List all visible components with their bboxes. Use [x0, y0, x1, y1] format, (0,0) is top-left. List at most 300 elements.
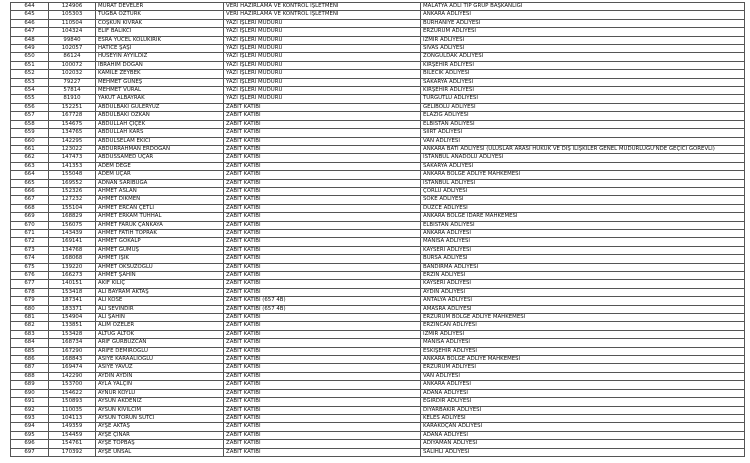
registry-number-cell: 140151: [49, 280, 96, 288]
assigned-unit-cell: ANKARA ADLİYESİ: [421, 11, 745, 19]
job-title-cell: ZABIT KATİBİ: [224, 372, 421, 380]
job-title-cell: ZABIT KATİBİ: [224, 187, 421, 195]
person-name-cell: AHMET FARUK ÇANKAYA: [96, 221, 224, 229]
row-number-cell: 678: [11, 288, 49, 296]
table-row: [11, 171, 745, 179]
person-name-cell: ADNAN SARIBUĞA: [96, 179, 224, 187]
person-name-cell: AHMET ASLAN: [96, 187, 224, 195]
table-row: [11, 255, 745, 263]
assigned-unit-cell: SÖKE ADLİYESİ: [421, 196, 745, 204]
job-title-cell: ZABIT KATİBİ: [224, 431, 421, 439]
job-title-cell: ZABIT KATİBİ (657 4B): [224, 305, 421, 313]
assigned-unit-cell: MANİSA ADLİYESİ: [421, 339, 745, 347]
person-name-cell: AYŞE ÜNSAL: [96, 448, 224, 456]
assigned-unit-cell: MALATYA ADLİ TIP GRUP BAŞKANLIĞI: [421, 3, 745, 11]
registry-number-cell: 141353: [49, 162, 96, 170]
table-row: [11, 145, 745, 153]
job-title-cell: ZABIT KATİBİ: [224, 204, 421, 212]
person-name-cell: ADEM DEĞE: [96, 162, 224, 170]
assigned-unit-cell: ESKİŞEHİR ADLİYESİ: [421, 347, 745, 355]
registry-number-cell: 168843: [49, 356, 96, 364]
registry-number-cell: 154622: [49, 389, 96, 397]
row-number-cell: 692: [11, 406, 49, 414]
registry-number-cell: 147473: [49, 154, 96, 162]
job-title-cell: YAZI İŞLERİ MÜDÜRÜ: [224, 87, 421, 95]
person-name-cell: ARİFE DEMİROĞLU: [96, 347, 224, 355]
job-title-cell: YAZI İŞLERİ MÜDÜRÜ: [224, 61, 421, 69]
row-number-cell: 689: [11, 381, 49, 389]
job-title-cell: ZABIT KATİBİ: [224, 272, 421, 280]
registry-number-cell: 153428: [49, 330, 96, 338]
assigned-unit-cell: ERZURUM BÖLGE ADLİYE MAHKEMESİ: [421, 314, 745, 322]
job-title-cell: YAZI İŞLERİ MÜDÜRÜ: [224, 53, 421, 61]
job-title-cell: YAZI İŞLERİ MÜDÜRÜ: [224, 95, 421, 103]
table-row: [11, 87, 745, 95]
row-number-cell: 676: [11, 272, 49, 280]
person-name-cell: ALİ SEVİNDİR: [96, 305, 224, 313]
table-row: [11, 3, 745, 11]
job-title-cell: ZABIT KATİBİ: [224, 179, 421, 187]
row-number-cell: 645: [11, 11, 49, 19]
job-title-cell: ZABIT KATİBİ: [224, 229, 421, 237]
row-number-cell: 696: [11, 440, 49, 448]
row-number-cell: 664: [11, 171, 49, 179]
row-number-cell: 672: [11, 238, 49, 246]
job-title-cell: ZABIT KATİBİ: [224, 145, 421, 153]
registry-number-cell: 110504: [49, 19, 96, 27]
person-name-cell: ASİYE YAVUZ: [96, 364, 224, 372]
assigned-unit-cell: BURHANİYE ADLİYESİ: [421, 19, 745, 27]
job-title-cell: ZABIT KATİBİ: [224, 162, 421, 170]
assigned-unit-cell: ERZİNCAN ADLİYESİ: [421, 322, 745, 330]
row-number-cell: 651: [11, 61, 49, 69]
job-title-cell: ZABIT KATİBİ: [224, 196, 421, 204]
registry-number-cell: 167290: [49, 347, 96, 355]
person-name-cell: ABDULSELAM EKİCİ: [96, 137, 224, 145]
job-title-cell: YAZI İŞLERİ MÜDÜRÜ: [224, 28, 421, 36]
person-name-cell: ALİ KÖSE: [96, 297, 224, 305]
job-title-cell: ZABIT KATİBİ: [224, 364, 421, 372]
table-row: [11, 389, 745, 397]
job-title-cell: ZABIT KATİBİ: [224, 137, 421, 145]
job-title-cell: ZABIT KATİBİ: [224, 112, 421, 120]
job-title-cell: ZABIT KATİBİ: [224, 414, 421, 422]
person-name-cell: AYDIN AYDIN: [96, 372, 224, 380]
row-number-cell: 668: [11, 204, 49, 212]
registry-number-cell: 168068: [49, 255, 96, 263]
person-name-cell: AYLA YALÇIN: [96, 381, 224, 389]
job-title-cell: ZABIT KATİBİ: [224, 330, 421, 338]
row-number-cell: 670: [11, 221, 49, 229]
row-number-cell: 666: [11, 187, 49, 195]
person-name-cell: ALİM ÖZELER: [96, 322, 224, 330]
assigned-unit-cell: SALİHLİ ADLİYESİ: [421, 448, 745, 456]
row-number-cell: 658: [11, 120, 49, 128]
person-name-cell: ABDUSSAMED UÇAR: [96, 154, 224, 162]
person-name-cell: AHMET ERKAM TUHHAL: [96, 213, 224, 221]
job-title-cell: ZABIT KATİBİ: [224, 339, 421, 347]
job-title-cell: ZABIT KATİBİ: [224, 406, 421, 414]
row-number-cell: 648: [11, 36, 49, 44]
table-row: [11, 406, 745, 414]
job-title-cell: ZABIT KATİBİ: [224, 314, 421, 322]
person-name-cell: AYŞE AKTAŞ: [96, 423, 224, 431]
job-title-cell: ZABIT KATİBİ: [224, 171, 421, 179]
table-row: [11, 120, 745, 128]
registry-number-cell: 169474: [49, 364, 96, 372]
table-row: [11, 238, 745, 246]
row-number-cell: 681: [11, 314, 49, 322]
table-row: [11, 129, 745, 137]
assigned-unit-cell: AMASRA ADLİYESİ: [421, 305, 745, 313]
table-row: [11, 213, 745, 221]
table-row: [11, 36, 745, 44]
table-row: [11, 95, 745, 103]
person-name-cell: AYŞE TOPBAŞ: [96, 440, 224, 448]
person-name-cell: ABDULBAKİ GÜLERYÜZ: [96, 103, 224, 111]
person-name-cell: KAMİLE ZEYBEK: [96, 70, 224, 78]
assigned-unit-cell: İZMİR ADLİYESİ: [421, 330, 745, 338]
person-name-cell: HATİCE ŞAŞI: [96, 45, 224, 53]
person-name-cell: COŞKUN KIVRAK: [96, 19, 224, 27]
registry-number-cell: 102032: [49, 70, 96, 78]
row-number-cell: 694: [11, 423, 49, 431]
registry-number-cell: 152326: [49, 187, 96, 195]
row-number-cell: 657: [11, 112, 49, 120]
row-number-cell: 665: [11, 179, 49, 187]
job-title-cell: ZABIT KATİBİ: [224, 389, 421, 397]
row-number-cell: 687: [11, 364, 49, 372]
registry-number-cell: 110035: [49, 406, 96, 414]
job-title-cell: VERİ HAZIRLAMA VE KONTROL İŞLETMENİ: [224, 3, 421, 11]
registry-number-cell: 123022: [49, 145, 96, 153]
personnel-table-body: [11, 3, 745, 457]
assigned-unit-cell: ELBİSTAN ADLİYESİ: [421, 221, 745, 229]
assigned-unit-cell: ANKARA BÖLGE İDARE MAHKEMESİ: [421, 213, 745, 221]
table-row: [11, 288, 745, 296]
assigned-unit-cell: DİYARBAKIR ADLİYESİ: [421, 406, 745, 414]
assigned-unit-cell: EĞİRDİR ADLİYESİ: [421, 398, 745, 406]
registry-number-cell: 183371: [49, 305, 96, 313]
person-name-cell: ARİF GÜRBÜZCAN: [96, 339, 224, 347]
table-row: [11, 61, 745, 69]
row-number-cell: 680: [11, 305, 49, 313]
assigned-unit-cell: KARAKOÇAN ADLİYESİ: [421, 423, 745, 431]
assigned-unit-cell: VAN ADLİYESİ: [421, 372, 745, 380]
person-name-cell: AHMET ERCAN ÇETLİ: [96, 204, 224, 212]
person-name-cell: AKİF KILIÇ: [96, 280, 224, 288]
person-name-cell: AHMET FATİH TOPRAK: [96, 229, 224, 237]
registry-number-cell: 154904: [49, 314, 96, 322]
table-row: [11, 221, 745, 229]
registry-number-cell: 168734: [49, 339, 96, 347]
table-row: [11, 339, 745, 347]
assigned-unit-cell: İSTANBUL ANADOLU ADLİYESİ: [421, 154, 745, 162]
registry-number-cell: 154675: [49, 120, 96, 128]
assigned-unit-cell: ADANA ADLİYESİ: [421, 389, 745, 397]
registry-number-cell: 104324: [49, 28, 96, 36]
row-number-cell: 647: [11, 28, 49, 36]
row-number-cell: 685: [11, 347, 49, 355]
row-number-cell: 686: [11, 356, 49, 364]
table-row: [11, 414, 745, 422]
row-number-cell: 697: [11, 448, 49, 456]
row-number-cell: 649: [11, 45, 49, 53]
table-row: [11, 297, 745, 305]
table-row: [11, 53, 745, 61]
job-title-cell: ZABIT KATİBİ: [224, 347, 421, 355]
job-title-cell: ZABIT KATİBİ: [224, 448, 421, 456]
person-name-cell: AHMET IŞIK: [96, 255, 224, 263]
job-title-cell: ZABIT KATİBİ: [224, 154, 421, 162]
person-name-cell: AYNUR KÖYLÜ: [96, 389, 224, 397]
assigned-unit-cell: ELBİSTAN ADLİYESİ: [421, 120, 745, 128]
row-number-cell: 691: [11, 398, 49, 406]
table-row: [11, 347, 745, 355]
assigned-unit-cell: ERZİN ADLİYESİ: [421, 272, 745, 280]
assigned-unit-cell: KAYSERİ ADLİYESİ: [421, 280, 745, 288]
row-number-cell: 662: [11, 154, 49, 162]
person-name-cell: AYSUN AKDENİZ: [96, 398, 224, 406]
registry-number-cell: 150893: [49, 398, 96, 406]
person-name-cell: İBRAHİM DOĞAN: [96, 61, 224, 69]
person-name-cell: AHMET DİKMEN: [96, 196, 224, 204]
assigned-unit-cell: SİVAS ADLİYESİ: [421, 45, 745, 53]
table-row: [11, 45, 745, 53]
assigned-unit-cell: İZMİR ADLİYESİ: [421, 36, 745, 44]
job-title-cell: ZABIT KATİBİ: [224, 322, 421, 330]
table-row: [11, 154, 745, 162]
table-row: [11, 263, 745, 271]
assigned-unit-cell: ANKARA BATI ADLİYESİ (ULUSLAR ARASI HUKUK VE DIŞ İLİŞKİLER GENEL MÜDÜRLÜĞÜ'NDE GEÇİCİ GÖREVLİ): [421, 145, 745, 153]
person-name-cell: ABDULLAH KARS: [96, 129, 224, 137]
table-row: [11, 229, 745, 237]
row-number-cell: 695: [11, 431, 49, 439]
row-number-cell: 667: [11, 196, 49, 204]
person-name-cell: AYSUN KIVILCIM: [96, 406, 224, 414]
assigned-unit-cell: ANKARA BÖLGE ADLİYE MAHKEMESİ: [421, 356, 745, 364]
assigned-unit-cell: ANKARA ADLİYESİ: [421, 229, 745, 237]
registry-number-cell: 155048: [49, 171, 96, 179]
assigned-unit-cell: ZONGULDAK ADLİYESİ: [421, 53, 745, 61]
person-name-cell: MURAT DEVELER: [96, 3, 224, 11]
table-row: [11, 70, 745, 78]
assigned-unit-cell: AYDIN ADLİYESİ: [421, 288, 745, 296]
registry-number-cell: 142290: [49, 372, 96, 380]
assigned-unit-cell: ERZURUM ADLİYESİ: [421, 28, 745, 36]
registry-number-cell: 167728: [49, 112, 96, 120]
registry-number-cell: 142295: [49, 137, 96, 145]
registry-number-cell: 99840: [49, 36, 96, 44]
table-row: [11, 103, 745, 111]
assigned-unit-cell: ANKARA BÖLGE ADLİYE MAHKEMESİ: [421, 171, 745, 179]
registry-number-cell: 134768: [49, 246, 96, 254]
registry-number-cell: 155104: [49, 204, 96, 212]
table-row: [11, 19, 745, 27]
row-number-cell: 650: [11, 53, 49, 61]
registry-number-cell: 152251: [49, 103, 96, 111]
person-name-cell: ABDURRAHMAN ERDOĞAN: [96, 145, 224, 153]
registry-number-cell: 102057: [49, 45, 96, 53]
table-row: [11, 246, 745, 254]
assigned-unit-cell: BİLECİK ADLİYESİ: [421, 70, 745, 78]
job-title-cell: VERİ HAZIRLAMA VE KONTROL İŞLETMENİ: [224, 11, 421, 19]
assigned-unit-cell: MANİSA ADLİYESİ: [421, 238, 745, 246]
job-title-cell: ZABIT KATİBİ: [224, 129, 421, 137]
registry-number-cell: 57814: [49, 87, 96, 95]
person-name-cell: ABDULLAH ÇİÇEK: [96, 120, 224, 128]
person-name-cell: ASİYE KARAALİOĞLU: [96, 356, 224, 364]
assigned-unit-cell: SAKARYA ADLİYESİ: [421, 162, 745, 170]
row-number-cell: 653: [11, 78, 49, 86]
table-row: [11, 204, 745, 212]
table-row: [11, 272, 745, 280]
job-title-cell: ZABIT KATİBİ: [224, 221, 421, 229]
person-name-cell: ABDULBAKİ ÖZKAN: [96, 112, 224, 120]
table-row: [11, 330, 745, 338]
registry-number-cell: 154459: [49, 431, 96, 439]
table-row: [11, 78, 745, 86]
assigned-unit-cell: VAN ADLİYESİ: [421, 137, 745, 145]
registry-number-cell: 133851: [49, 322, 96, 330]
table-row: [11, 423, 745, 431]
job-title-cell: YAZI İŞLERİ MÜDÜRÜ: [224, 36, 421, 44]
registry-number-cell: 169552: [49, 179, 96, 187]
row-number-cell: 675: [11, 263, 49, 271]
job-title-cell: ZABIT KATİBİ: [224, 398, 421, 406]
row-number-cell: 656: [11, 103, 49, 111]
row-number-cell: 655: [11, 95, 49, 103]
row-number-cell: 682: [11, 322, 49, 330]
row-number-cell: 673: [11, 246, 49, 254]
assigned-unit-cell: ELAZIĞ ADLİYESİ: [421, 112, 745, 120]
registry-number-cell: 154761: [49, 440, 96, 448]
job-title-cell: ZABIT KATİBİ: [224, 103, 421, 111]
table-row: [11, 356, 745, 364]
job-title-cell: ZABIT KATİBİ: [224, 423, 421, 431]
registry-number-cell: 168829: [49, 213, 96, 221]
registry-number-cell: 139220: [49, 263, 96, 271]
row-number-cell: 660: [11, 137, 49, 145]
table-row: [11, 448, 745, 456]
person-name-cell: ALTUĞ ALTOK: [96, 330, 224, 338]
table-row: [11, 440, 745, 448]
job-title-cell: YAZI İŞLERİ MÜDÜRÜ: [224, 45, 421, 53]
personnel-list-page: [10, 2, 745, 461]
job-title-cell: YAZI İŞLERİ MÜDÜRÜ: [224, 78, 421, 86]
registry-number-cell: 187341: [49, 297, 96, 305]
assigned-unit-cell: GELİBOLU ADLİYESİ: [421, 103, 745, 111]
assigned-unit-cell: ANKARA ADLİYESİ: [421, 381, 745, 389]
person-name-cell: TUĞBA ÖZTÜRK: [96, 11, 224, 19]
job-title-cell: ZABIT KATİBİ: [224, 263, 421, 271]
row-number-cell: 690: [11, 389, 49, 397]
job-title-cell: ZABIT KATİBİ: [224, 381, 421, 389]
job-title-cell: ZABIT KATİBİ: [224, 120, 421, 128]
row-number-cell: 652: [11, 70, 49, 78]
registry-number-cell: 149359: [49, 423, 96, 431]
assigned-unit-cell: DÜZCE ADLİYESİ: [421, 204, 745, 212]
job-title-cell: ZABIT KATİBİ: [224, 288, 421, 296]
table-row: [11, 196, 745, 204]
assigned-unit-cell: ADANA ADLİYESİ: [421, 431, 745, 439]
table-row: [11, 314, 745, 322]
row-number-cell: 661: [11, 145, 49, 153]
person-name-cell: AHMET GÜMÜŞ: [96, 246, 224, 254]
person-name-cell: ALİ BAYRAM AKTAŞ: [96, 288, 224, 296]
person-name-cell: MEHMET GÜNEŞ: [96, 78, 224, 86]
table-row: [11, 137, 745, 145]
job-title-cell: ZABIT KATİBİ: [224, 246, 421, 254]
person-name-cell: ALİ ŞAHİN: [96, 314, 224, 322]
job-title-cell: YAZI İŞLERİ MÜDÜRÜ: [224, 70, 421, 78]
registry-number-cell: 166273: [49, 272, 96, 280]
table-row: [11, 11, 745, 19]
table-row: [11, 322, 745, 330]
row-number-cell: 693: [11, 414, 49, 422]
table-row: [11, 431, 745, 439]
job-title-cell: ZABIT KATİBİ: [224, 356, 421, 364]
job-title-cell: ZABIT KATİBİ (657 4B): [224, 297, 421, 305]
registry-number-cell: 81910: [49, 95, 96, 103]
row-number-cell: 679: [11, 297, 49, 305]
table-row: [11, 112, 745, 120]
table-row: [11, 162, 745, 170]
table-row: [11, 364, 745, 372]
row-number-cell: 677: [11, 280, 49, 288]
job-title-cell: ZABIT KATİBİ: [224, 280, 421, 288]
assigned-unit-cell: SİİRT ADLİYESİ: [421, 129, 745, 137]
row-number-cell: 684: [11, 339, 49, 347]
registry-number-cell: 100072: [49, 61, 96, 69]
assigned-unit-cell: KELES ADLİYESİ: [421, 414, 745, 422]
registry-number-cell: 153418: [49, 288, 96, 296]
assigned-unit-cell: SAKARYA ADLİYESİ: [421, 78, 745, 86]
row-number-cell: 674: [11, 255, 49, 263]
table-row: [11, 398, 745, 406]
table-row: [11, 381, 745, 389]
assigned-unit-cell: ÇORLU ADLİYESİ: [421, 187, 745, 195]
person-name-cell: HÜSEYİN AYYILDIZ: [96, 53, 224, 61]
person-name-cell: AYŞE ÇINAR: [96, 431, 224, 439]
assigned-unit-cell: KIRŞEHİR ADLİYESİ: [421, 61, 745, 69]
table-row: [11, 372, 745, 380]
assigned-unit-cell: KAYSERİ ADLİYESİ: [421, 246, 745, 254]
assigned-unit-cell: ERZURUM ADLİYESİ: [421, 364, 745, 372]
table-row: [11, 179, 745, 187]
personnel-table: [10, 2, 745, 457]
person-name-cell: AHMET ÖKSÜZOĞLU: [96, 263, 224, 271]
job-title-cell: ZABIT KATİBİ: [224, 213, 421, 221]
person-name-cell: AYSUN TORUN SÜTCİ: [96, 414, 224, 422]
person-name-cell: AHMET GÖKALP: [96, 238, 224, 246]
table-row: [11, 28, 745, 36]
row-number-cell: 669: [11, 213, 49, 221]
assigned-unit-cell: ANTALYA ADLİYESİ: [421, 297, 745, 305]
row-number-cell: 654: [11, 87, 49, 95]
assigned-unit-cell: TURGUTLU ADLİYESİ: [421, 95, 745, 103]
job-title-cell: ZABIT KATİBİ: [224, 238, 421, 246]
registry-number-cell: 134765: [49, 129, 96, 137]
person-name-cell: YAKUT ALBAYRAK: [96, 95, 224, 103]
registry-number-cell: 79227: [49, 78, 96, 86]
row-number-cell: 646: [11, 19, 49, 27]
job-title-cell: YAZI İŞLERİ MÜDÜRÜ: [224, 19, 421, 27]
row-number-cell: 659: [11, 129, 49, 137]
assigned-unit-cell: BANDIRMA ADLİYESİ: [421, 263, 745, 271]
row-number-cell: 671: [11, 229, 49, 237]
registry-number-cell: 86124: [49, 53, 96, 61]
